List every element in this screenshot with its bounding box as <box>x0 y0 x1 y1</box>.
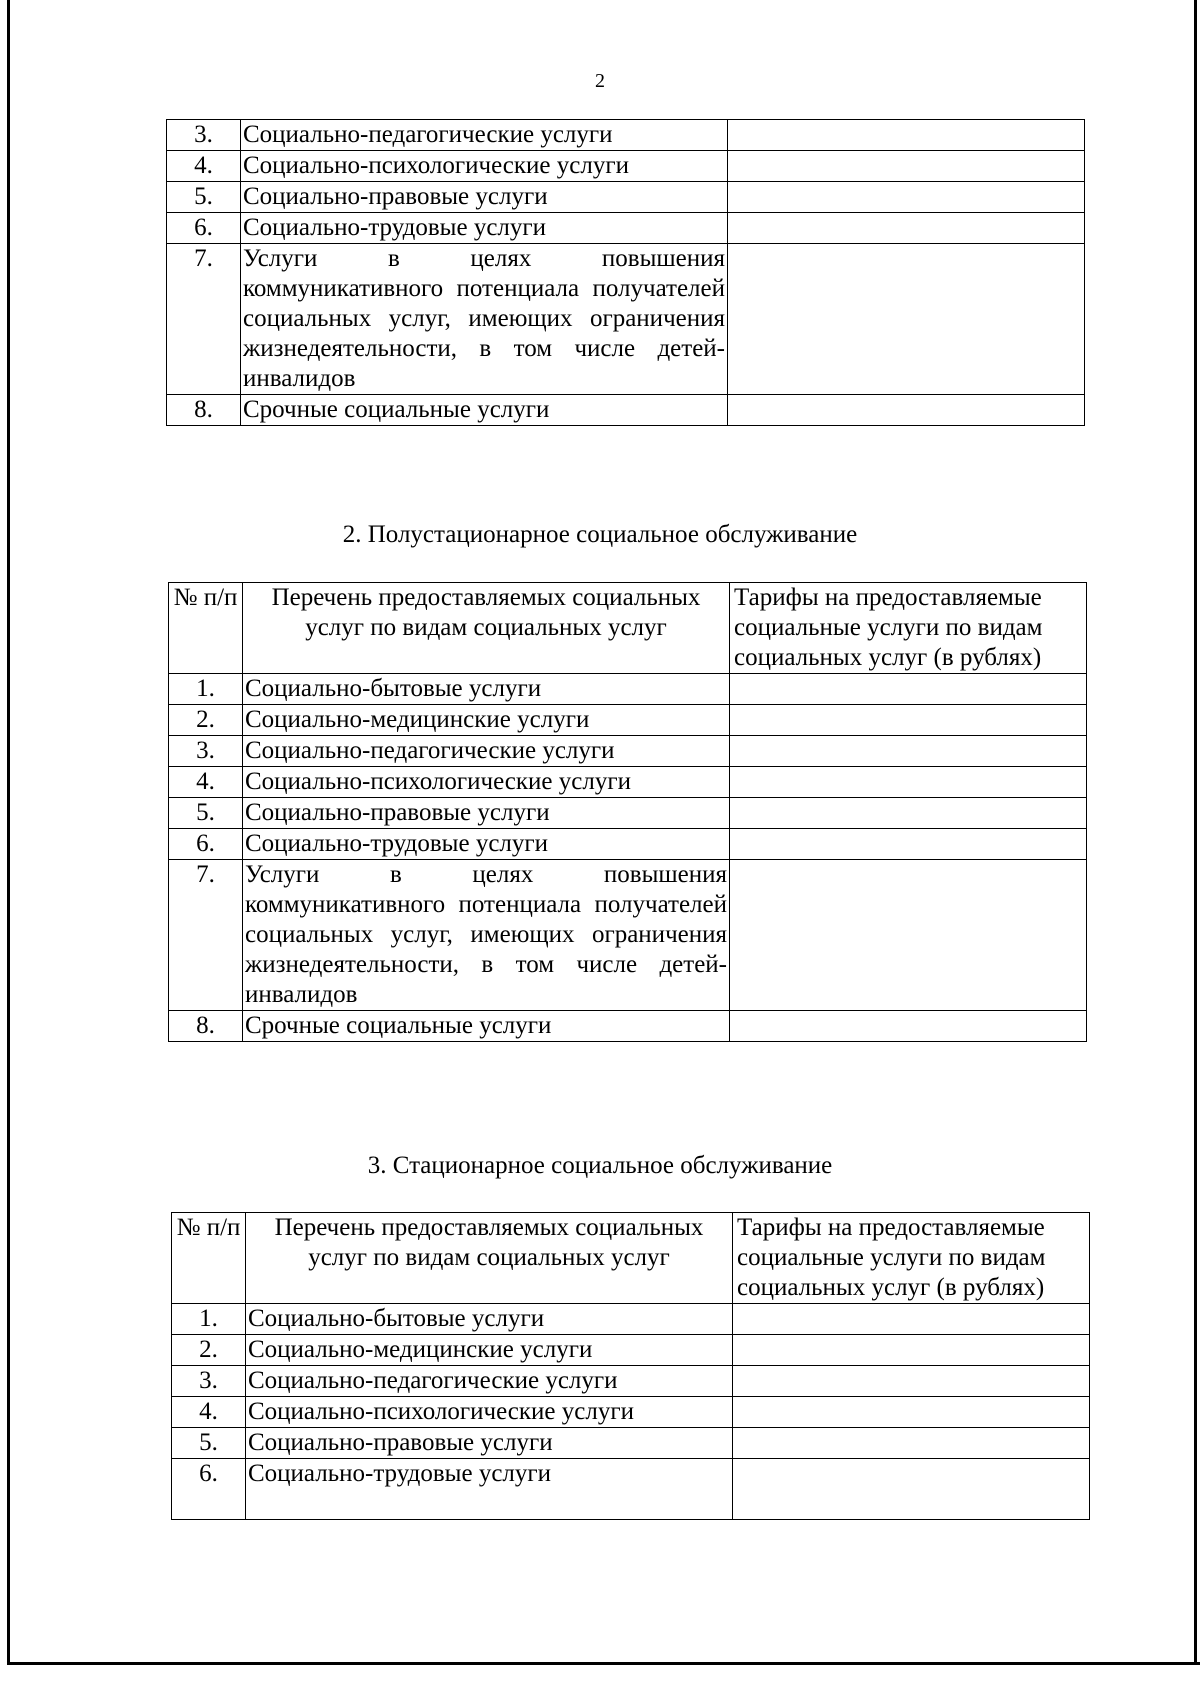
tariff-cell <box>728 244 1085 395</box>
table-row <box>169 1011 1087 1042</box>
service-name: Социально-правовые услуги <box>246 1428 733 1459</box>
page-border-right <box>1194 0 1197 1665</box>
row-number: 3. <box>167 120 241 151</box>
table-row <box>169 767 1087 798</box>
service-name: Социально-педагогические услуги <box>243 736 730 767</box>
tariff-cell <box>730 736 1087 767</box>
row-number: 3. <box>169 736 243 767</box>
table-row <box>172 1304 1090 1335</box>
service-name: Социально-трудовые услуги <box>243 829 730 860</box>
service-name: Социально-педагогические услуги <box>246 1366 733 1397</box>
row-number: 4. <box>167 151 241 182</box>
row-number: 7. <box>167 244 241 395</box>
tariff-cell <box>733 1459 1090 1520</box>
table-row <box>172 1428 1090 1459</box>
tariff-cell <box>728 182 1085 213</box>
row-number: 5. <box>172 1428 246 1459</box>
row-number: 1. <box>169 674 243 705</box>
tariff-cell <box>728 213 1085 244</box>
table-row <box>169 674 1087 705</box>
row-number: 7. <box>169 860 243 1011</box>
tariff-cell <box>733 1304 1090 1335</box>
header-num: № п/п <box>172 1213 246 1304</box>
table-row <box>172 1335 1090 1366</box>
services-table-continued <box>166 119 1085 426</box>
service-name: Социально-психологические услуги <box>243 767 730 798</box>
table-row <box>172 1397 1090 1428</box>
service-name: Социально-педагогические услуги <box>241 120 728 151</box>
table-row <box>167 395 1085 426</box>
tariff-cell <box>728 120 1085 151</box>
service-name: Социально-бытовые услуги <box>246 1304 733 1335</box>
table-row <box>169 736 1087 767</box>
table-header-row <box>172 1213 1090 1304</box>
row-number: 1. <box>172 1304 246 1335</box>
service-name: Социально-бытовые услуги <box>243 674 730 705</box>
section-title-semi-stationary: 2. Полустационарное социальное обслуживание <box>342 521 858 548</box>
row-number: 5. <box>169 798 243 829</box>
services-table-semi-stationary <box>168 582 1087 1042</box>
page-border-bottom <box>7 1662 1200 1665</box>
service-name: Срочные социальные услуги <box>241 395 728 426</box>
tariff-cell <box>730 829 1087 860</box>
service-name: Социально-медицинские услуги <box>243 705 730 736</box>
service-name: Социально-психологические услуги <box>241 151 728 182</box>
header-tariff: Тарифы на предоставляемые социальные услуги по видам социальных услуг (в рублях) <box>730 583 1087 674</box>
table-header-row <box>169 583 1087 674</box>
service-name: Социально-правовые услуги <box>243 798 730 829</box>
tariff-cell <box>728 151 1085 182</box>
row-number: 4. <box>169 767 243 798</box>
section-title-stationary: 3. Стационарное социальное обслуживание <box>367 1152 833 1179</box>
services-table-stationary <box>171 1212 1090 1520</box>
page-border-left <box>7 0 10 1665</box>
table-row <box>167 213 1085 244</box>
row-number: 2. <box>172 1335 246 1366</box>
row-number: 5. <box>167 182 241 213</box>
tariff-cell <box>733 1366 1090 1397</box>
header-list: Перечень предоставляемых социальных услуг по видам социальных услуг <box>246 1213 733 1304</box>
table-row <box>169 705 1087 736</box>
header-list: Перечень предоставляемых социальных услуг по видам социальных услуг <box>243 583 730 674</box>
tariff-cell <box>730 1011 1087 1042</box>
service-name: Социально-медицинские услуги <box>246 1335 733 1366</box>
table-row <box>169 798 1087 829</box>
tariff-cell <box>730 767 1087 798</box>
service-name: Услуги в целях повышения коммуникативного потенциала получателей социальных услуг, имеющих ограничения жизнедеятельности, в том числе детей-инвалидов <box>243 860 730 1011</box>
table-row <box>169 829 1087 860</box>
row-number: 3. <box>172 1366 246 1397</box>
table-row <box>167 151 1085 182</box>
row-number: 4. <box>172 1397 246 1428</box>
tariff-cell <box>730 798 1087 829</box>
row-number: 8. <box>167 395 241 426</box>
table-row <box>172 1459 1090 1520</box>
row-number: 6. <box>169 829 243 860</box>
header-num: № п/п <box>169 583 243 674</box>
service-name: Социально-психологические услуги <box>246 1397 733 1428</box>
service-name: Услуги в целях повышения коммуникативного потенциала получателей социальных услуг, имеющих ограничения жизнедеятельности, в том числе детей-инвалидов <box>241 244 728 395</box>
row-number: 2. <box>169 705 243 736</box>
page-number: 2 <box>595 70 605 92</box>
service-name: Срочные социальные услуги <box>243 1011 730 1042</box>
tariff-cell <box>730 705 1087 736</box>
row-number: 6. <box>172 1459 246 1520</box>
table-row <box>172 1366 1090 1397</box>
header-tariff: Тарифы на предоставляемые социальные услуги по видам социальных услуг (в рублях) <box>733 1213 1090 1304</box>
tariff-cell <box>728 395 1085 426</box>
tariff-cell <box>730 674 1087 705</box>
row-number: 8. <box>169 1011 243 1042</box>
table-row <box>167 244 1085 395</box>
table-row <box>167 182 1085 213</box>
table-row <box>167 120 1085 151</box>
service-name: Социально-трудовые услуги <box>246 1459 733 1520</box>
service-name: Социально-трудовые услуги <box>241 213 728 244</box>
tariff-cell <box>733 1428 1090 1459</box>
tariff-cell <box>730 860 1087 1011</box>
tariff-cell <box>733 1397 1090 1428</box>
table-row <box>169 860 1087 1011</box>
tariff-cell <box>733 1335 1090 1366</box>
row-number: 6. <box>167 213 241 244</box>
service-name: Социально-правовые услуги <box>241 182 728 213</box>
